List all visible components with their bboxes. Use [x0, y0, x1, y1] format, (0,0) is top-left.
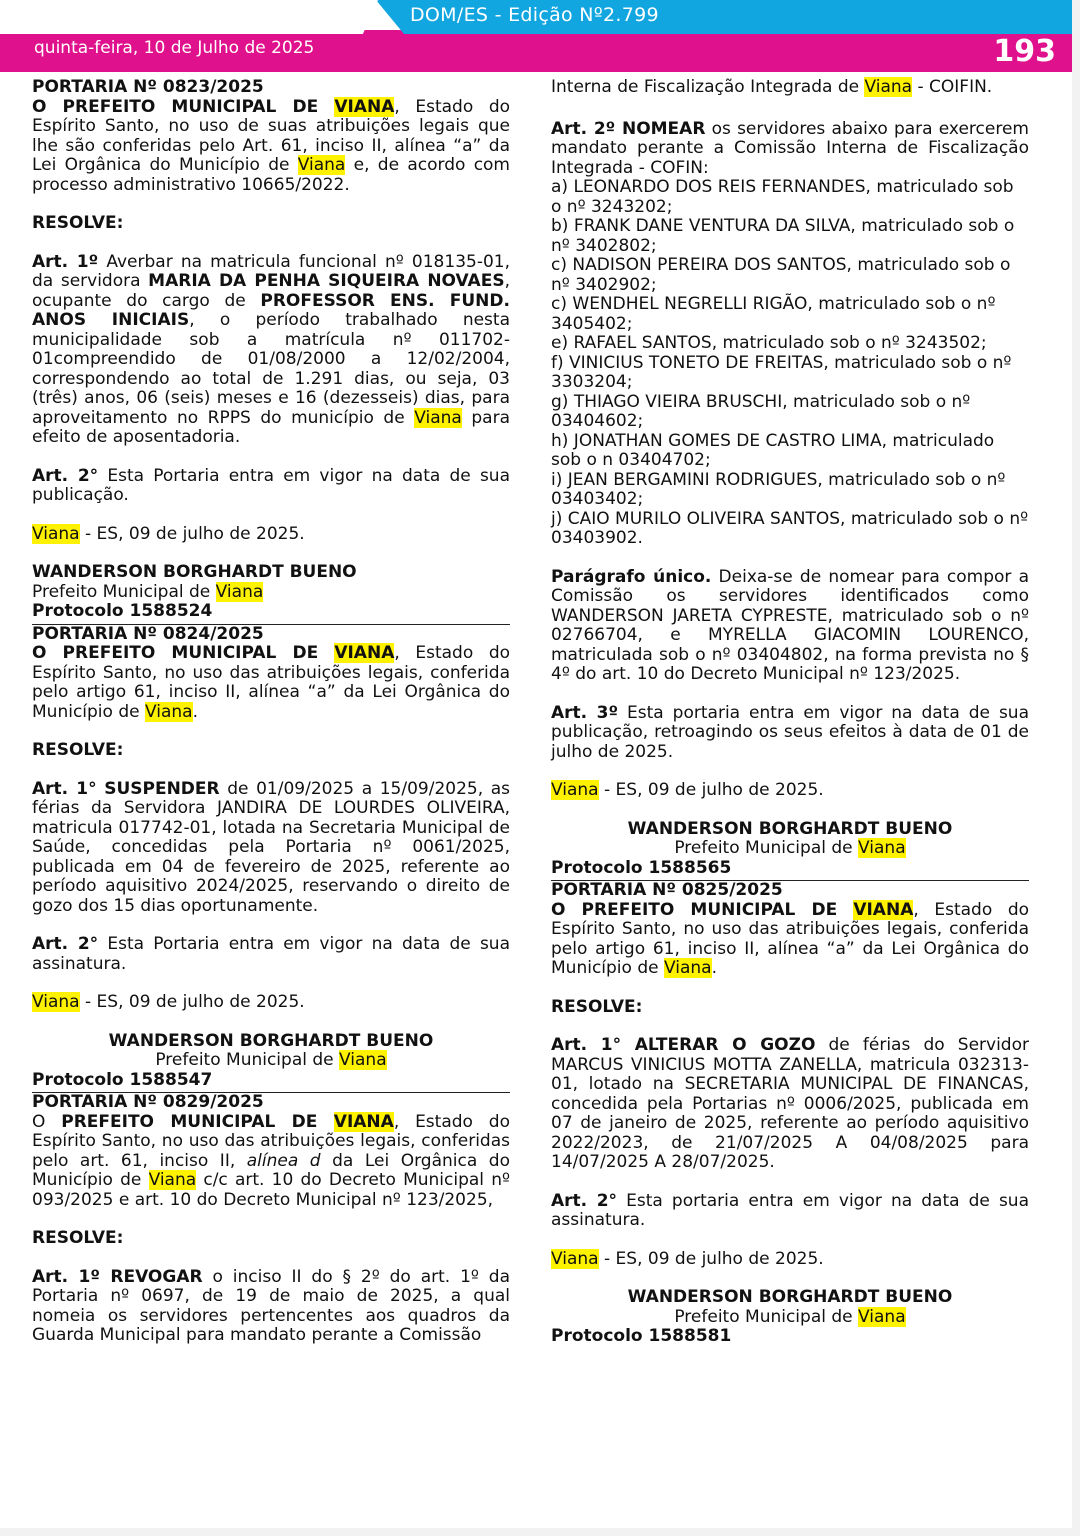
- portaria-0825-signatory: WANDERSON BORGHARDT BUENO: [627, 1287, 953, 1307]
- portaria-0825-signatory-role: Prefeito Municipal de Viana: [674, 1306, 906, 1327]
- portaria-0823-protocol: Protocolo 1588524: [32, 602, 510, 625]
- portaria-0829-title: PORTARIA Nº 0829/2025: [32, 1092, 264, 1112]
- portaria-0825-resolve: RESOLVE:: [551, 996, 643, 1017]
- left-column: [32, 78, 510, 1346]
- nominee-list-item: b) FRANK DANE VENTURA DA SILVA, matriculado sob o nº 3402802;: [551, 216, 1015, 256]
- portaria-0825-title: PORTARIA Nº 0825/2025: [551, 880, 783, 900]
- portaria-0829-art1: Art. 1º REVOGAR o inciso II do § 2º do art. 1º da Portaria nº 0697, de 19 de maio de 2025, a qual nomeia os servidores pertencentes aos quadros da Guarda Municipal para mandato perante a Comissão: [32, 1266, 510, 1345]
- edition-label: DOM/ES - Edição Nº2.799: [410, 4, 659, 26]
- portaria-0824-art1: Art. 1° SUSPENDER de 01/09/2025 a 15/09/2025, as férias da Servidora JANDIRA DE LOURDES OLIVEIRA, matricula 017742-01, lotada na Secretaria Municipal de Saúde, concedidas pela Portaria nº 0061/2025, publicada em 04 de fevereiro de 2025, referente ao período aquisitivo 2024/2025, reservando o direito de gozo dos 15 dias oportunamente.: [32, 778, 511, 916]
- portaria-0829-art2: Art. 2º NOMEAR os servidores abaixo para exercerem mandato perante a Comissão Interna de Fiscalização Integrada - COFIN:: [551, 118, 1029, 178]
- portaria-0823-art2: Art. 2° Esta Portaria entra em vigor na data de sua publicação.: [32, 465, 510, 505]
- portaria-0823-resolve: RESOLVE:: [32, 213, 124, 233]
- right-column: [551, 59, 1029, 1349]
- portaria-0824-title: PORTARIA Nº 0824/2025: [32, 623, 264, 644]
- nominee-list-item: e) RAFAEL SANTOS, matriculado sob o nº 3243502;: [551, 333, 987, 353]
- portaria-0824-signatory: WANDERSON BORGHARDT BUENO: [108, 1030, 434, 1051]
- portaria-0824-resolve: RESOLVE:: [32, 740, 124, 760]
- portaria-0823-place-date: Viana - ES, 09 de julho de 2025.: [32, 523, 305, 544]
- portaria-0829-resolve: RESOLVE:: [32, 1228, 124, 1248]
- portaria-0829-paragrafo-unico: Parágrafo único. Deixa-se de nomear para compor a Comissão os servidores identificados como WANDERSON JARETA CYPRESTE, matriculado sob o nº 02766704, e MYRELLA GIACOMIN LOURENCO, matriculada sob o nº 03404802, na forma prevista no § 4º do art. 10 do Decreto Municipal nº 123/2025.: [551, 566, 1029, 684]
- nominee-list-item: c) WENDHEL NEGRELLI RIGÃO, matriculado sob o nº 3405402;: [551, 294, 996, 334]
- nominee-list-item: i) JEAN BERGAMINI RODRIGUES, matriculado sob o nº 03403402;: [551, 469, 1006, 509]
- issue-date: quinta-feira, 10 de Julho de 2025: [34, 38, 315, 58]
- nominee-list-item: a) LEONARDO DOS REIS FERNANDES, matriculado sob o nº 3243202;: [551, 177, 1014, 217]
- portaria-0829-intro: O PREFEITO MUNICIPAL DE VIANA, Estado do Espírito Santo, no uso das atribuições legais, conferidas pelo art. 61, inciso II, alínea d da Lei Orgânica do Município de Viana c/c art. 10 do Decreto Municipal nº 093/2025 e art. 10 do Decreto Municipal nº 123/2025,: [32, 1111, 510, 1210]
- page-number: 193: [993, 34, 1056, 69]
- portaria-0825-intro: O PREFEITO MUNICIPAL DE VIANA, Estado do Espírito Santo, no uso das atribuições legais, conferida pelo artigo 61, inciso II, alínea “a” da Lei Orgânica do Município de Viana.: [551, 899, 1030, 978]
- portaria-0823-title: PORTARIA Nº 0823/2025: [32, 77, 264, 97]
- portaria-0825-protocol: Protocolo 1588581: [551, 1326, 732, 1346]
- portaria-0829-place-date: Viana - ES, 09 de julho de 2025.: [551, 780, 824, 800]
- portaria-0824-art2: Art. 2° Esta Portaria entra em vigor na data de sua assinatura.: [32, 934, 510, 974]
- portaria-0823-signatory: WANDERSON BORGHARDT BUENO: [32, 562, 357, 582]
- nominee-list-item: c) NADISON PEREIRA DOS SANTOS, matriculado sob o nº 3402902;: [551, 255, 1011, 295]
- portaria-0829-signatory: WANDERSON BORGHARDT BUENO: [627, 818, 953, 839]
- nominee-list-item: j) CAIO MURILO OLIVEIRA SANTOS, matriculado sob o nº 03403902.: [551, 508, 1029, 548]
- portaria-0823-art1: Art. 1º Averbar na matricula funcional nº 018135-01, da servidora MARIA DA PENHA SIQUEIRA NOVAES, ocupante do cargo de PROFESSOR ENS. FUND. ANOS INICIAIS, o período trabalhado nesta municipalidade sob a matrícula nº 011702-01compreendido de 01/08/2000 a 12/02/2004, correspondendo ao total de 1.291 dias, ou seja, 03 (três) anos, 06 (seis) meses e 16 (dezesseis) dias, para aproveitamento no RPPS do município de Viana para efeito de aposentadoria.: [32, 251, 510, 447]
- portaria-0824-place-date: Viana - ES, 09 de julho de 2025.: [32, 992, 305, 1012]
- nominee-list-item: g) THIAGO VIEIRA BRUSCHI, matriculado sob o nº 03404602;: [551, 391, 971, 431]
- portaria-0829-art1-continued: Interna de Fiscalização Integrada de Viana - COIFIN.: [551, 77, 993, 97]
- portaria-0829-art3: Art. 3º Esta portaria entra em vigor na data de sua publicação, retroagindo os seus efeitos à data de 01 de julho de 2025.: [551, 702, 1030, 762]
- spacer: [551, 549, 1029, 568]
- portaria-0824-protocol: Protocolo 1588547: [32, 1071, 510, 1094]
- portaria-0825-place-date: Viana - ES, 09 de julho de 2025.: [551, 1248, 824, 1269]
- portaria-0823-intro: O PREFEITO MUNICIPAL DE VIANA, Estado do Espírito Santo, no uso de suas atribuições legais que lhe são conferidas pelo Art. 61, inciso II, alínea “a” da Lei Orgânica do Município de Viana e, de acordo com processo administrativo 10665/2022.: [32, 96, 511, 195]
- nominee-list-item: f) VINICIUS TONETO DE FREITAS, matriculado sob o nº 3303204;: [551, 352, 1012, 392]
- portaria-0825-art1: Art. 1° ALTERAR O GOZO de férias do Servidor MARCUS VINICIUS MOTTA ZANELLA, matricula 032313-01, lotado na SECRETARIA MUNICIPAL DE FINANCAS, concedida pela Portarias nº 0006/2025, publicada em 07 de janeiro de 2025, referente ao período aquisitivo 2022/2023, de 21/07/2025 A 04/08/2025 para 14/07/2025 A 28/07/2025.: [551, 1035, 1029, 1172]
- portaria-0823-signatory-role: Prefeito Municipal de Viana: [32, 581, 264, 602]
- portaria-0825-art2: Art. 2° Esta portaria entra em vigor na data de sua assinatura.: [551, 1190, 1030, 1230]
- portaria-0829-signatory-role: Prefeito Municipal de Viana: [674, 838, 906, 858]
- portaria-0824-intro: O PREFEITO MUNICIPAL DE VIANA, Estado do Espírito Santo, no uso das atribuições legais, conferida pelo artigo 61, inciso II, alínea “a” da Lei Orgânica do Município de Viana.: [32, 643, 511, 722]
- header-white-corner: [0, 0, 378, 34]
- nominee-list-item: h) JONATHAN GOMES DE CASTRO LIMA, matriculado sob o n 03404702;: [551, 430, 995, 470]
- portaria-0824-signatory-role: Prefeito Municipal de Viana: [155, 1050, 387, 1070]
- portaria-0829-protocol: Protocolo 1588565: [551, 859, 1029, 882]
